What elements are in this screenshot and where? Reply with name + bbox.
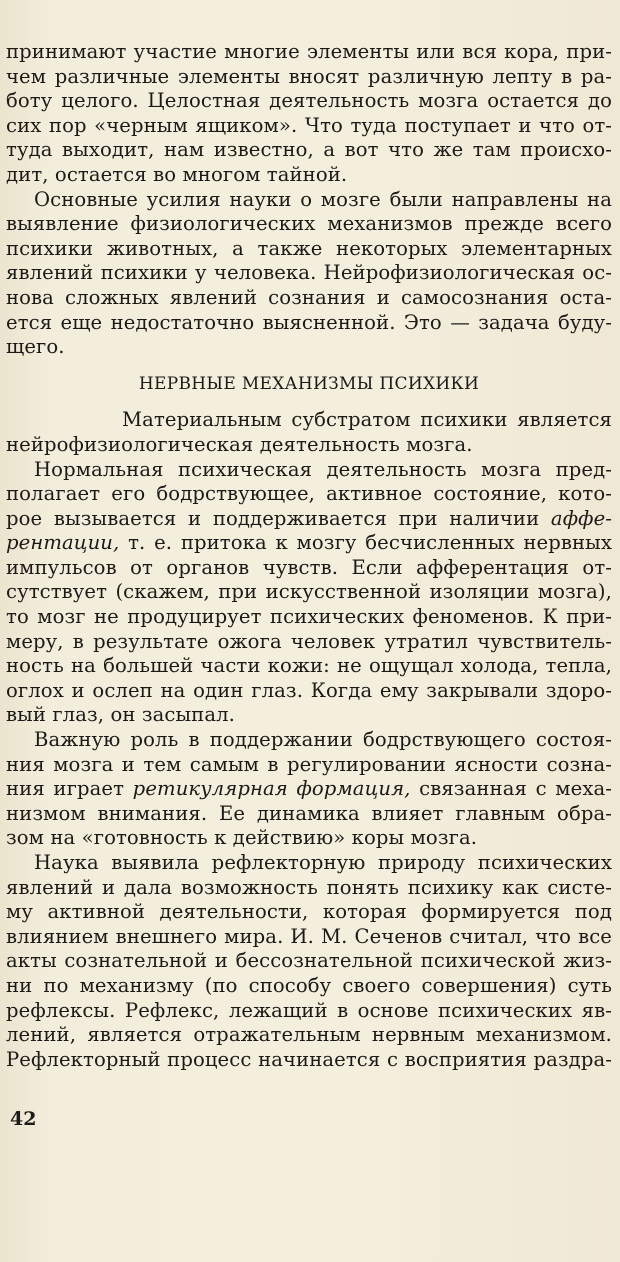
text-line: боту целого. Целостная деятельность мозга остается до (6, 89, 612, 113)
text-line: зом на «готовность к действию» коры мозга. (6, 826, 478, 850)
text-line: сих пор «черным ящиком». Что туда поступает и что от- (6, 113, 612, 137)
text-fragment: рое вызывается и поддерживается при наличии (6, 506, 551, 530)
text-fragment: связанная с меха- (410, 777, 612, 801)
text-line: влиянием внешнего мира. И. М. Сеченов считал, что все (6, 924, 612, 948)
text-line: ность на большей части кожи: не ощущал холода, тепла, (6, 654, 612, 678)
italic-term: аффе- (550, 506, 612, 530)
text-line: щего. (6, 335, 65, 359)
text-line: психики животных, а также некоторых элементарных (6, 236, 612, 260)
text-line: выявление физиологических механизмов прежде всего (6, 212, 612, 236)
text-line (6, 531, 612, 556)
text-line: явлений психики у человека. Нейрофизиологическая ос- (6, 261, 612, 285)
paragraph (6, 408, 612, 457)
text-line (6, 507, 612, 532)
text-line: акты сознательной и бессознательной психической жиз- (6, 949, 612, 973)
text-line: то мозг не продуцирует психических феноменов. К при- (6, 605, 612, 629)
page-body (6, 40, 612, 1072)
paragraph (6, 40, 612, 188)
text-line: ется еще недостаточно выясненной. Это — задача буду- (6, 310, 612, 334)
text-line: туда выходит, нам известно, а вот что же там происхо- (6, 138, 612, 162)
paragraph (6, 728, 612, 851)
italic-term: ретикулярная формация, (132, 777, 411, 801)
text-line (6, 777, 612, 802)
text-line: импульсов от органов чувств. Если афферентация от- (6, 555, 612, 579)
text-line: явлений и дала возможность понять психику как систе- (6, 875, 612, 899)
text-line: Рефлекторный процесс начинается с восприятия раздра- (6, 1047, 612, 1071)
text-line: лений, является отражательным нервным механизмом. (6, 1023, 612, 1047)
text-line: му активной деятельности, которая формируется под (6, 900, 612, 924)
text-line: меру, в результате ожога человек утратил чувствитель- (6, 629, 612, 653)
text-line: рефлексы. Рефлекс, лежащий в основе психических яв- (6, 998, 612, 1022)
text-line: полагает его бодрствующее, активное состояние, кото- (6, 482, 612, 506)
text-line: оглох и ослеп на один глаз. Когда ему закрывали здоро- (6, 678, 612, 702)
spacer (6, 360, 612, 372)
text-fragment: ния играет (6, 777, 133, 801)
text-line: Важную роль в поддержании бодрствующего состоя- (34, 728, 612, 752)
text-line: нова сложных явлений сознания и самосознания оста- (6, 285, 612, 309)
paragraph (6, 851, 612, 1072)
page-number: 42 (10, 1108, 37, 1130)
text-line: вый глаз, он засыпал. (6, 703, 235, 727)
text-line: низмом внимания. Ее динамика влияет главным обра- (6, 801, 612, 825)
text-line: ни по механизму (по способу своего совершения) суть (6, 973, 612, 997)
text-line: сутствует (скажем, при искусственной изоляции мозга), (6, 580, 612, 604)
text-line: Наука выявила рефлекторную природу психических (34, 851, 612, 874)
text-line: Материальным субстратом психики является (122, 408, 612, 432)
text-line: ния мозга и тем самым в регулировании ясности созна- (6, 752, 612, 776)
text-line: Нормальная психическая деятельность мозга пред- (34, 457, 612, 481)
paragraph (6, 458, 612, 729)
text-line: принимают участие многие элементы или вся кора, при- (6, 40, 612, 63)
text-line: нейрофизиологическая деятельность мозга. (6, 432, 473, 456)
paragraph (6, 188, 612, 360)
spacer (6, 396, 612, 408)
text-line: Основные усилия науки о мозге были направлены на (34, 187, 612, 211)
text-line: дит, остается во многом тайной. (6, 162, 348, 186)
italic-term: рентации, (6, 531, 120, 555)
text-fragment: т. е. притока к мозгу бесчисленных нервных (119, 531, 612, 555)
section-heading: НЕРВНЫЕ МЕХАНИЗМЫ ПСИХИКИ (138, 373, 480, 394)
text-line: чем различные элементы вносят различную лепту в ра- (6, 64, 612, 88)
